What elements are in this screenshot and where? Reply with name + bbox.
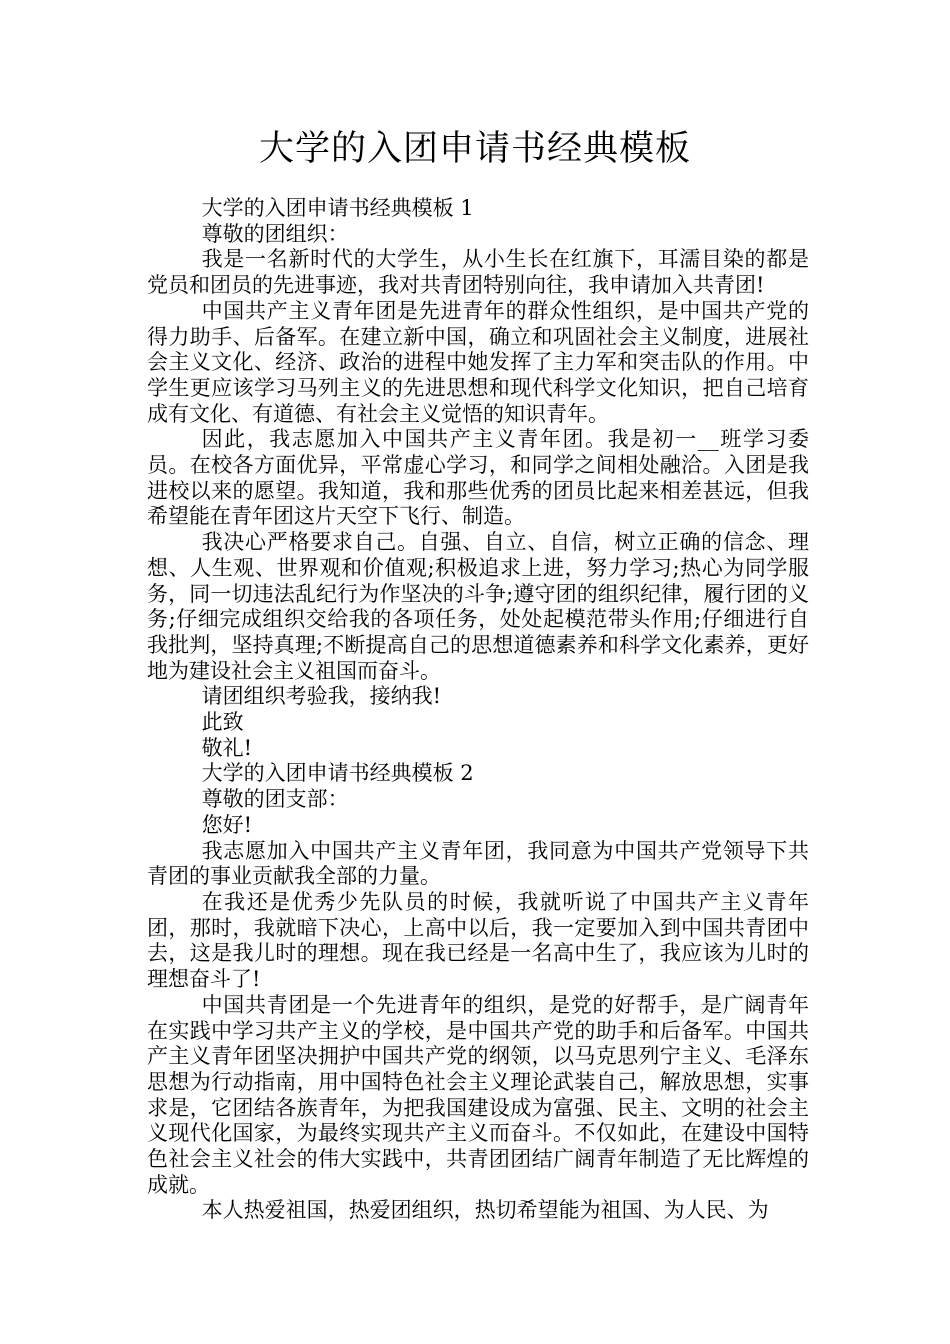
paragraph: 因此，我志愿加入中国共产主义青年团。我是初一__班学习委员。在校各方面优异，平常虚心学习，和同学之间相处融洽。入团是我进校以来的愿望。我知道，我和那些优秀的团员比起来相差甚远，但我希望能在青年团这片天空下飞行、制造。: [147, 427, 809, 529]
closing-line: 敬礼!: [201, 735, 253, 760]
paragraph: 本人热爱祖国，热爱团组织，热切希望能为祖国、为人民、为: [201, 1198, 769, 1223]
closing-line: 此致: [201, 710, 244, 735]
salutation: 尊敬的团组织：: [201, 221, 349, 246]
paragraph: 我志愿加入中国共产主义青年团，我同意为中国共产党领导下共青团的事业贡献我全部的力量。: [147, 838, 809, 889]
paragraph: 我决心严格要求自己。自强、自立、自信，树立正确的信念、理想、人生观、世界观和价值观;积极追求上进，努力学习;热心为同学服务，同一切违法乱纪行为作坚决的斗争;遵守团的组织纪律，履行团的义务;仔细完成组织交给我的各项任务，处处起模范带头作用;仔细进行自我批判，坚持真理;不断提高自己的思想道德素养和科学文化素养，更好地为建设社会主义祖国而奋斗。: [147, 530, 809, 683]
paragraph: 我是一名新时代的大学生，从小生长在红旗下，耳濡目染的都是党员和团员的先进事迹，我对共青团特别向往，我申请加入共青团!: [147, 247, 809, 298]
section-heading-2: 大学的入团申请书经典模板 2: [201, 761, 474, 786]
paragraph: 在我还是优秀少先队员的时候，我就听说了中国共产主义青年团，那时，我就暗下决心，上高中以后，我一定要加入到中国共青团中去，这是我儿时的理想。现在我已经是一名高中生了，我应该为儿时的理想奋斗了!: [147, 889, 809, 992]
document-body: [147, 196, 809, 1224]
greeting: 您好!: [201, 812, 253, 837]
document-title: 大学的入团申请书经典模板: [258, 129, 691, 169]
paragraph: 中国共青团是一个先进青年的组织，是党的好帮手，是广阔青年在实践中学习共产主义的学校，是中国共产党的助手和后备军。中国共产主义青年团坚决拥护中国共产党的纲领，以马克思列宁主义、毛泽东思想为行动指南，用中国特色社会主义理论武装自己，解放思想，实事求是，它团结各族青年，为把我国建设成为富强、民主、文明的社会主义现代化国家，为最终实现共产主义而奋斗。不仅如此，在建设中国特色社会主义社会的伟大实践中，共青团团结广阔青年制造了无比辉煌的成就。: [147, 992, 809, 1197]
paragraph: 请团组织考验我，接纳我!: [201, 684, 442, 709]
paragraph: 中国共产主义青年团是先进青年的群众性组织，是中国共产党的得力助手、后备军。在建立新中国，确立和巩固社会主义制度，进展社会主义文化、经济、政治的进程中她发挥了主力军和突击队的作用。中学生更应该学习马列主义的先进思想和现代科学文化知识，把自己培育成有文化、有道德、有社会主义觉悟的知识青年。: [147, 298, 809, 426]
section-heading-1: 大学的入团申请书经典模板 1: [201, 196, 474, 220]
salutation: 尊敬的团支部：: [201, 787, 349, 812]
